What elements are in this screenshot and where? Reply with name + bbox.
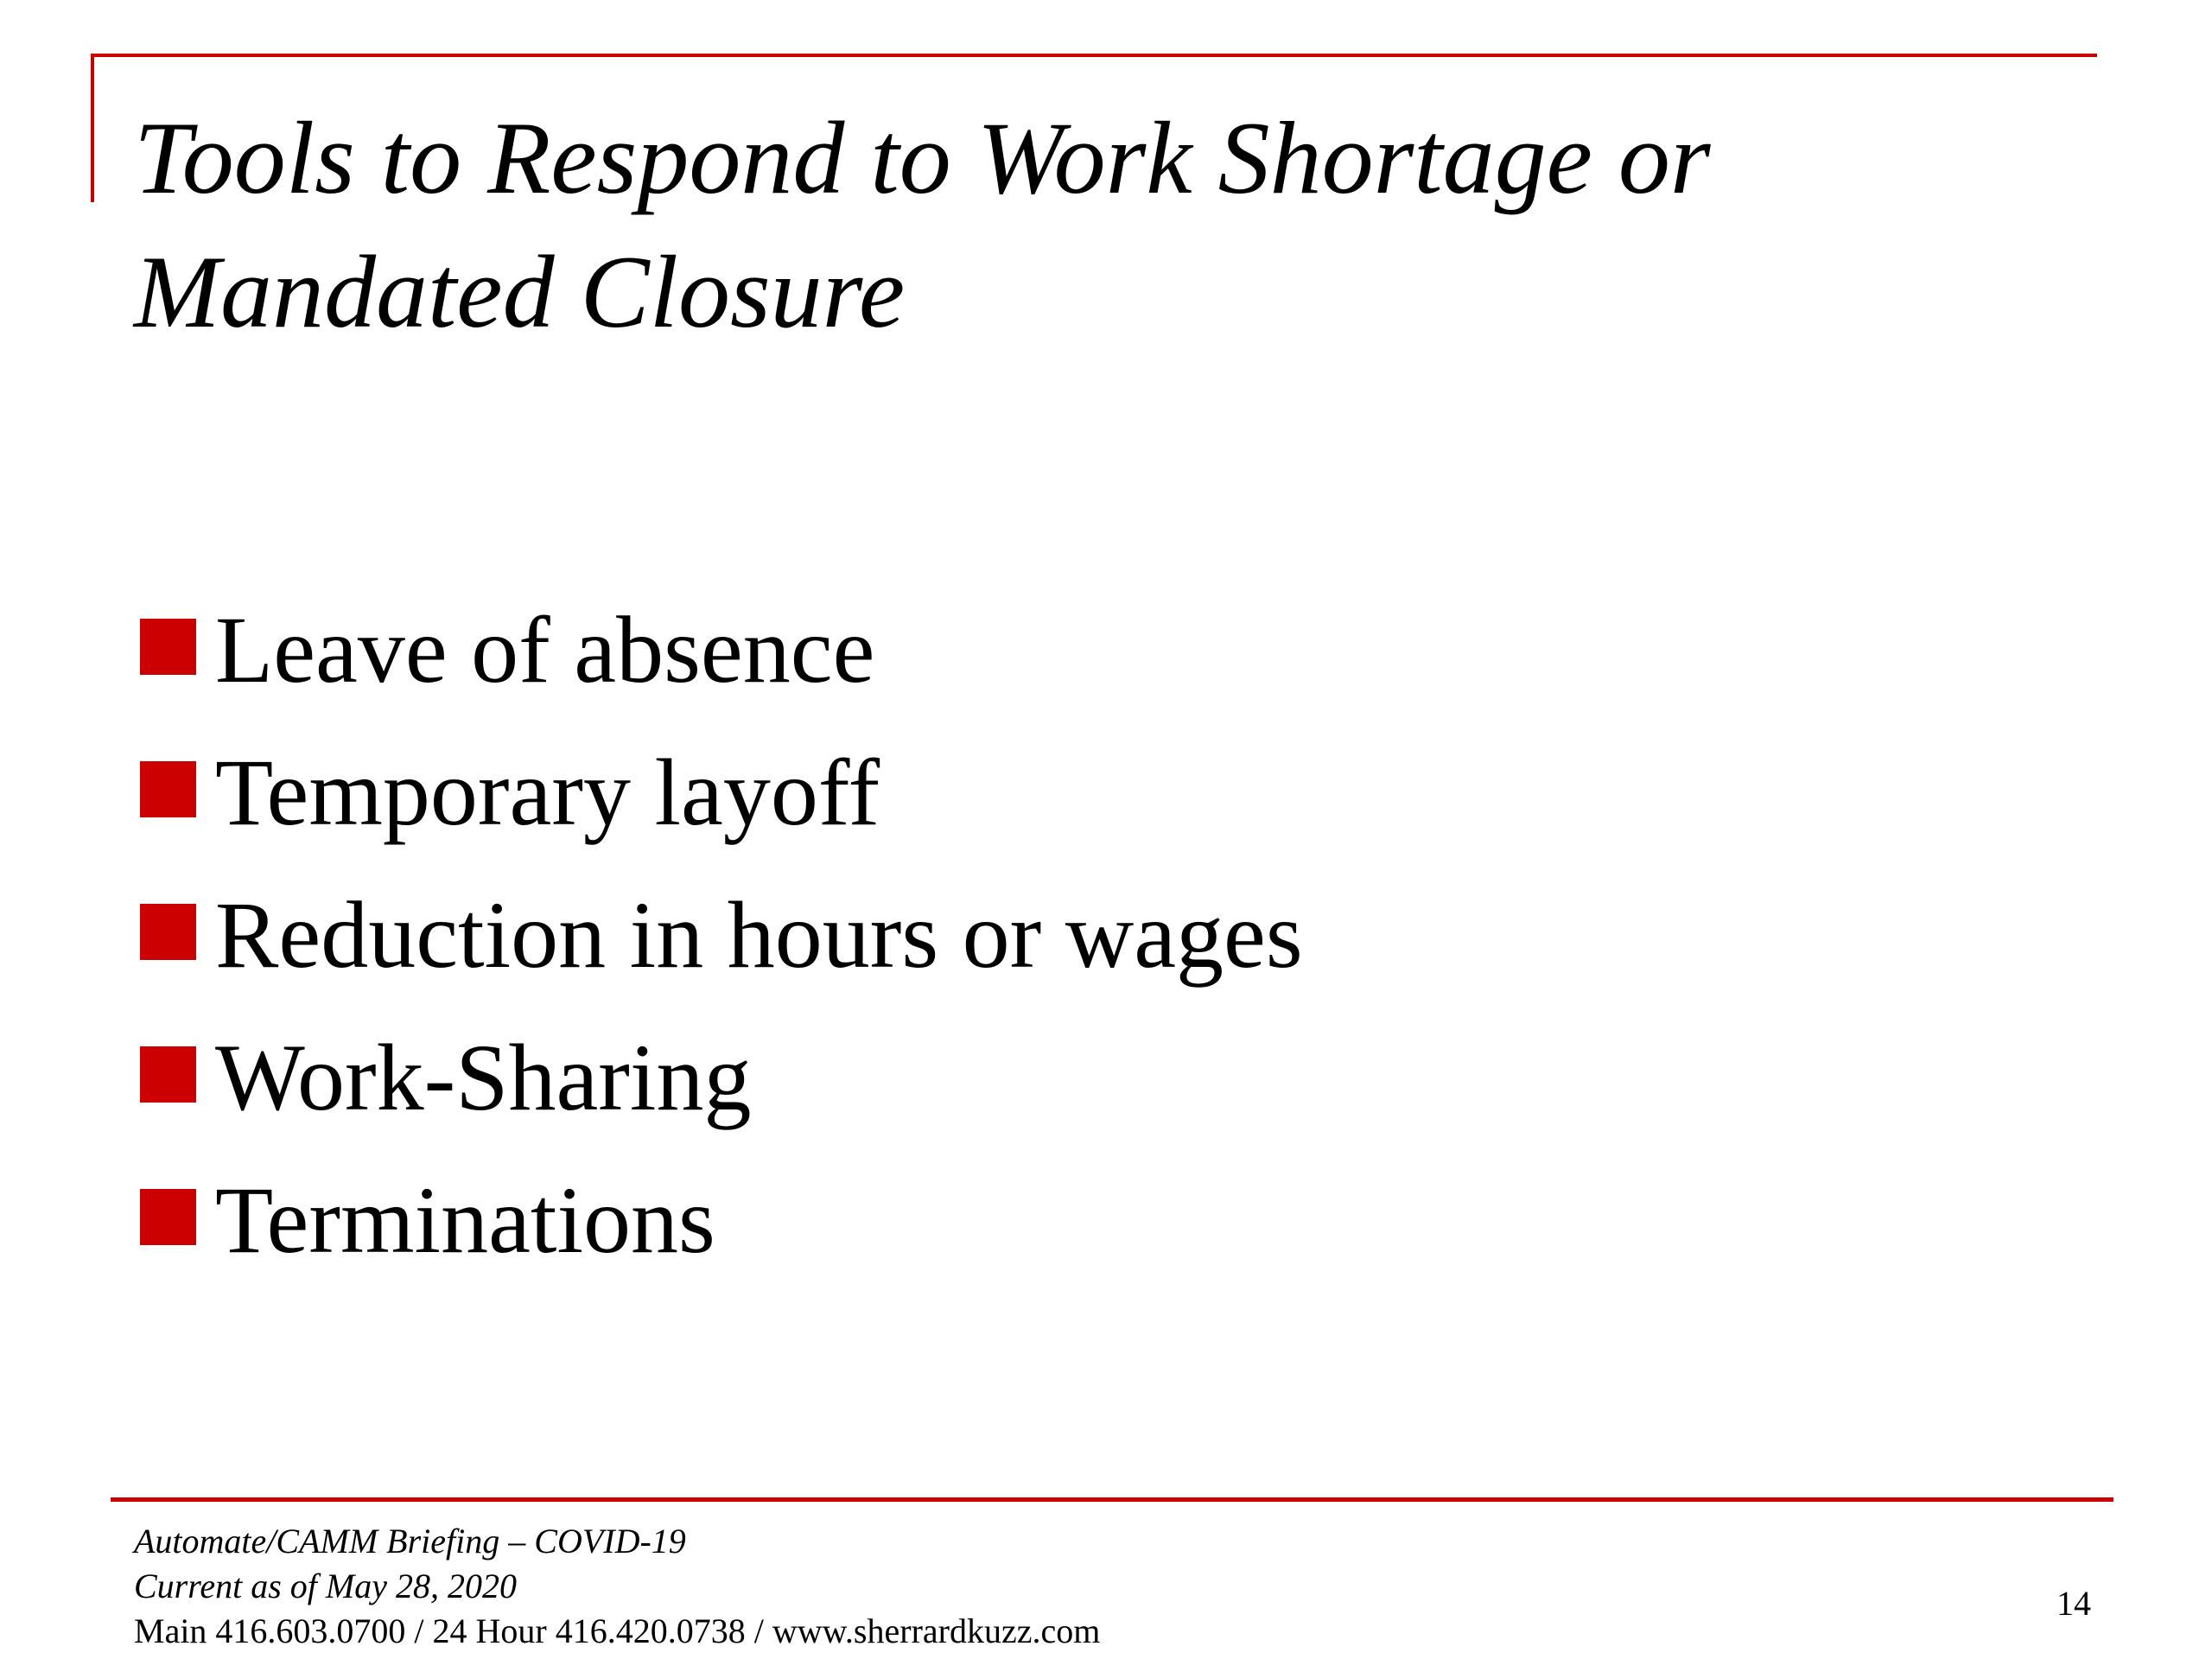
page-number: 14	[2056, 1584, 2091, 1623]
square-bullet-icon	[140, 1046, 196, 1103]
square-bullet-icon	[140, 619, 196, 675]
bullet-text: Terminations	[215, 1167, 715, 1273]
top-divider	[91, 54, 2097, 57]
bullet-text: Leave of absence	[215, 597, 875, 702]
bullet-text: Reduction in hours or wages	[215, 882, 1303, 988]
square-bullet-icon	[140, 904, 196, 960]
footer-briefing-title: Automate/CAMM Briefing – COVID-19	[134, 1522, 686, 1560]
footer-divider	[111, 1497, 2113, 1502]
bullet-text: Temporary layoff	[215, 740, 880, 845]
bullet-item	[140, 1149, 1303, 1292]
bullet-item	[140, 864, 1303, 1007]
footer	[134, 1519, 1100, 1654]
footer-date: Current as of May 28, 2020	[134, 1567, 517, 1605]
left-accent-bar	[91, 54, 94, 202]
bullet-item	[140, 1007, 1303, 1149]
square-bullet-icon	[140, 1189, 196, 1245]
bullet-item	[140, 579, 1303, 721]
square-bullet-icon	[140, 761, 196, 817]
bullet-list	[140, 579, 1303, 1292]
footer-contact: Main 416.603.0700 / 24 Hour 416.420.0738 / www.sherrardkuzz.com	[134, 1611, 1101, 1650]
bullet-item	[140, 721, 1303, 864]
bullet-text: Work-Sharing	[215, 1025, 752, 1130]
slide-title: Tools to Respond to Work Shortage or Mandated Closure	[134, 100, 1711, 349]
